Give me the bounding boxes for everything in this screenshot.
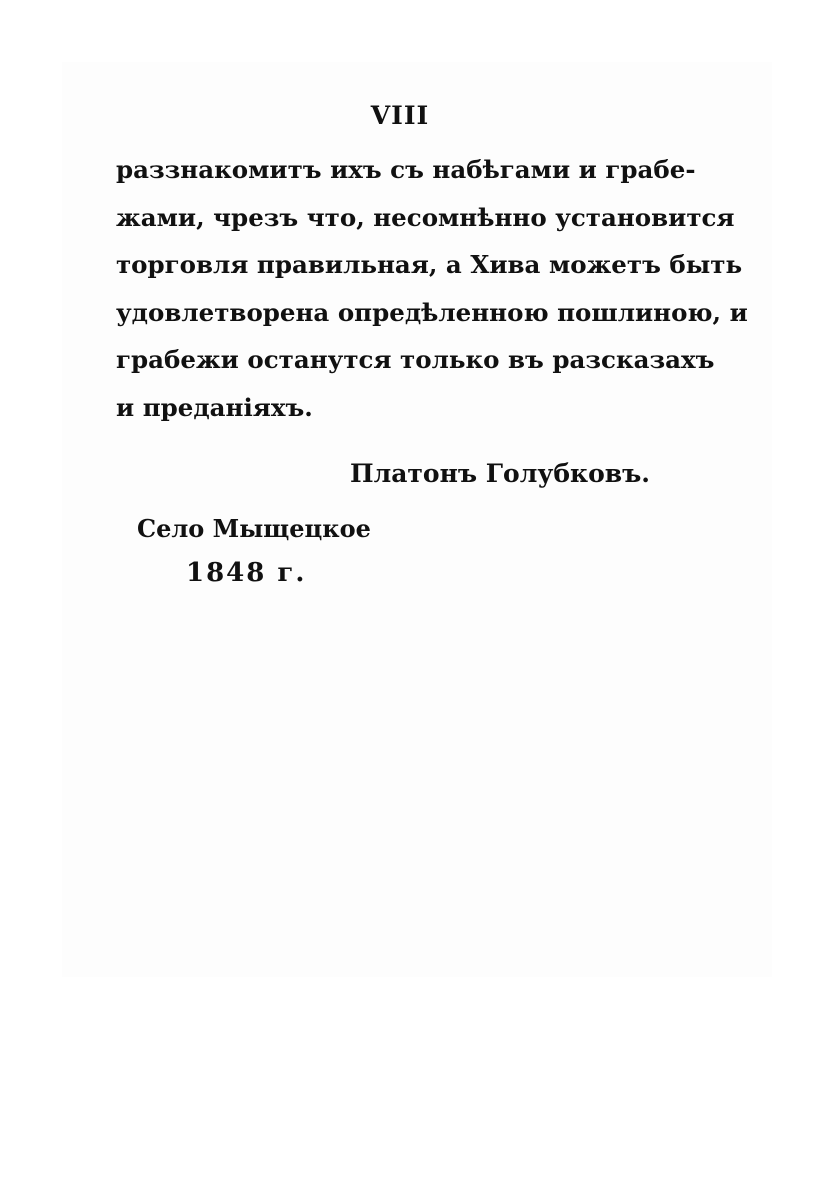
author-signature: Платонъ Голубковъ. (350, 459, 650, 488)
date-line: 1848 г. (186, 558, 307, 588)
text-line: раззнакомитъ ихъ съ набѣгами и грабе- (116, 155, 696, 184)
text-line: торговля правильная, а Хива можетъ быть (116, 250, 743, 279)
text-line: и преданіяхъ. (116, 392, 313, 422)
place-line: Село Мыщецкое (137, 514, 371, 543)
page-number: VIII (370, 101, 430, 130)
text-line: удовлетворена опредѣленною пошлиною, и (116, 297, 748, 327)
text-line: грабежи останутся только въ разсказахъ (116, 345, 715, 374)
body-paragraph (116, 146, 748, 431)
text-line: жами, чрезъ что, несомнѣнно установится (116, 202, 735, 232)
